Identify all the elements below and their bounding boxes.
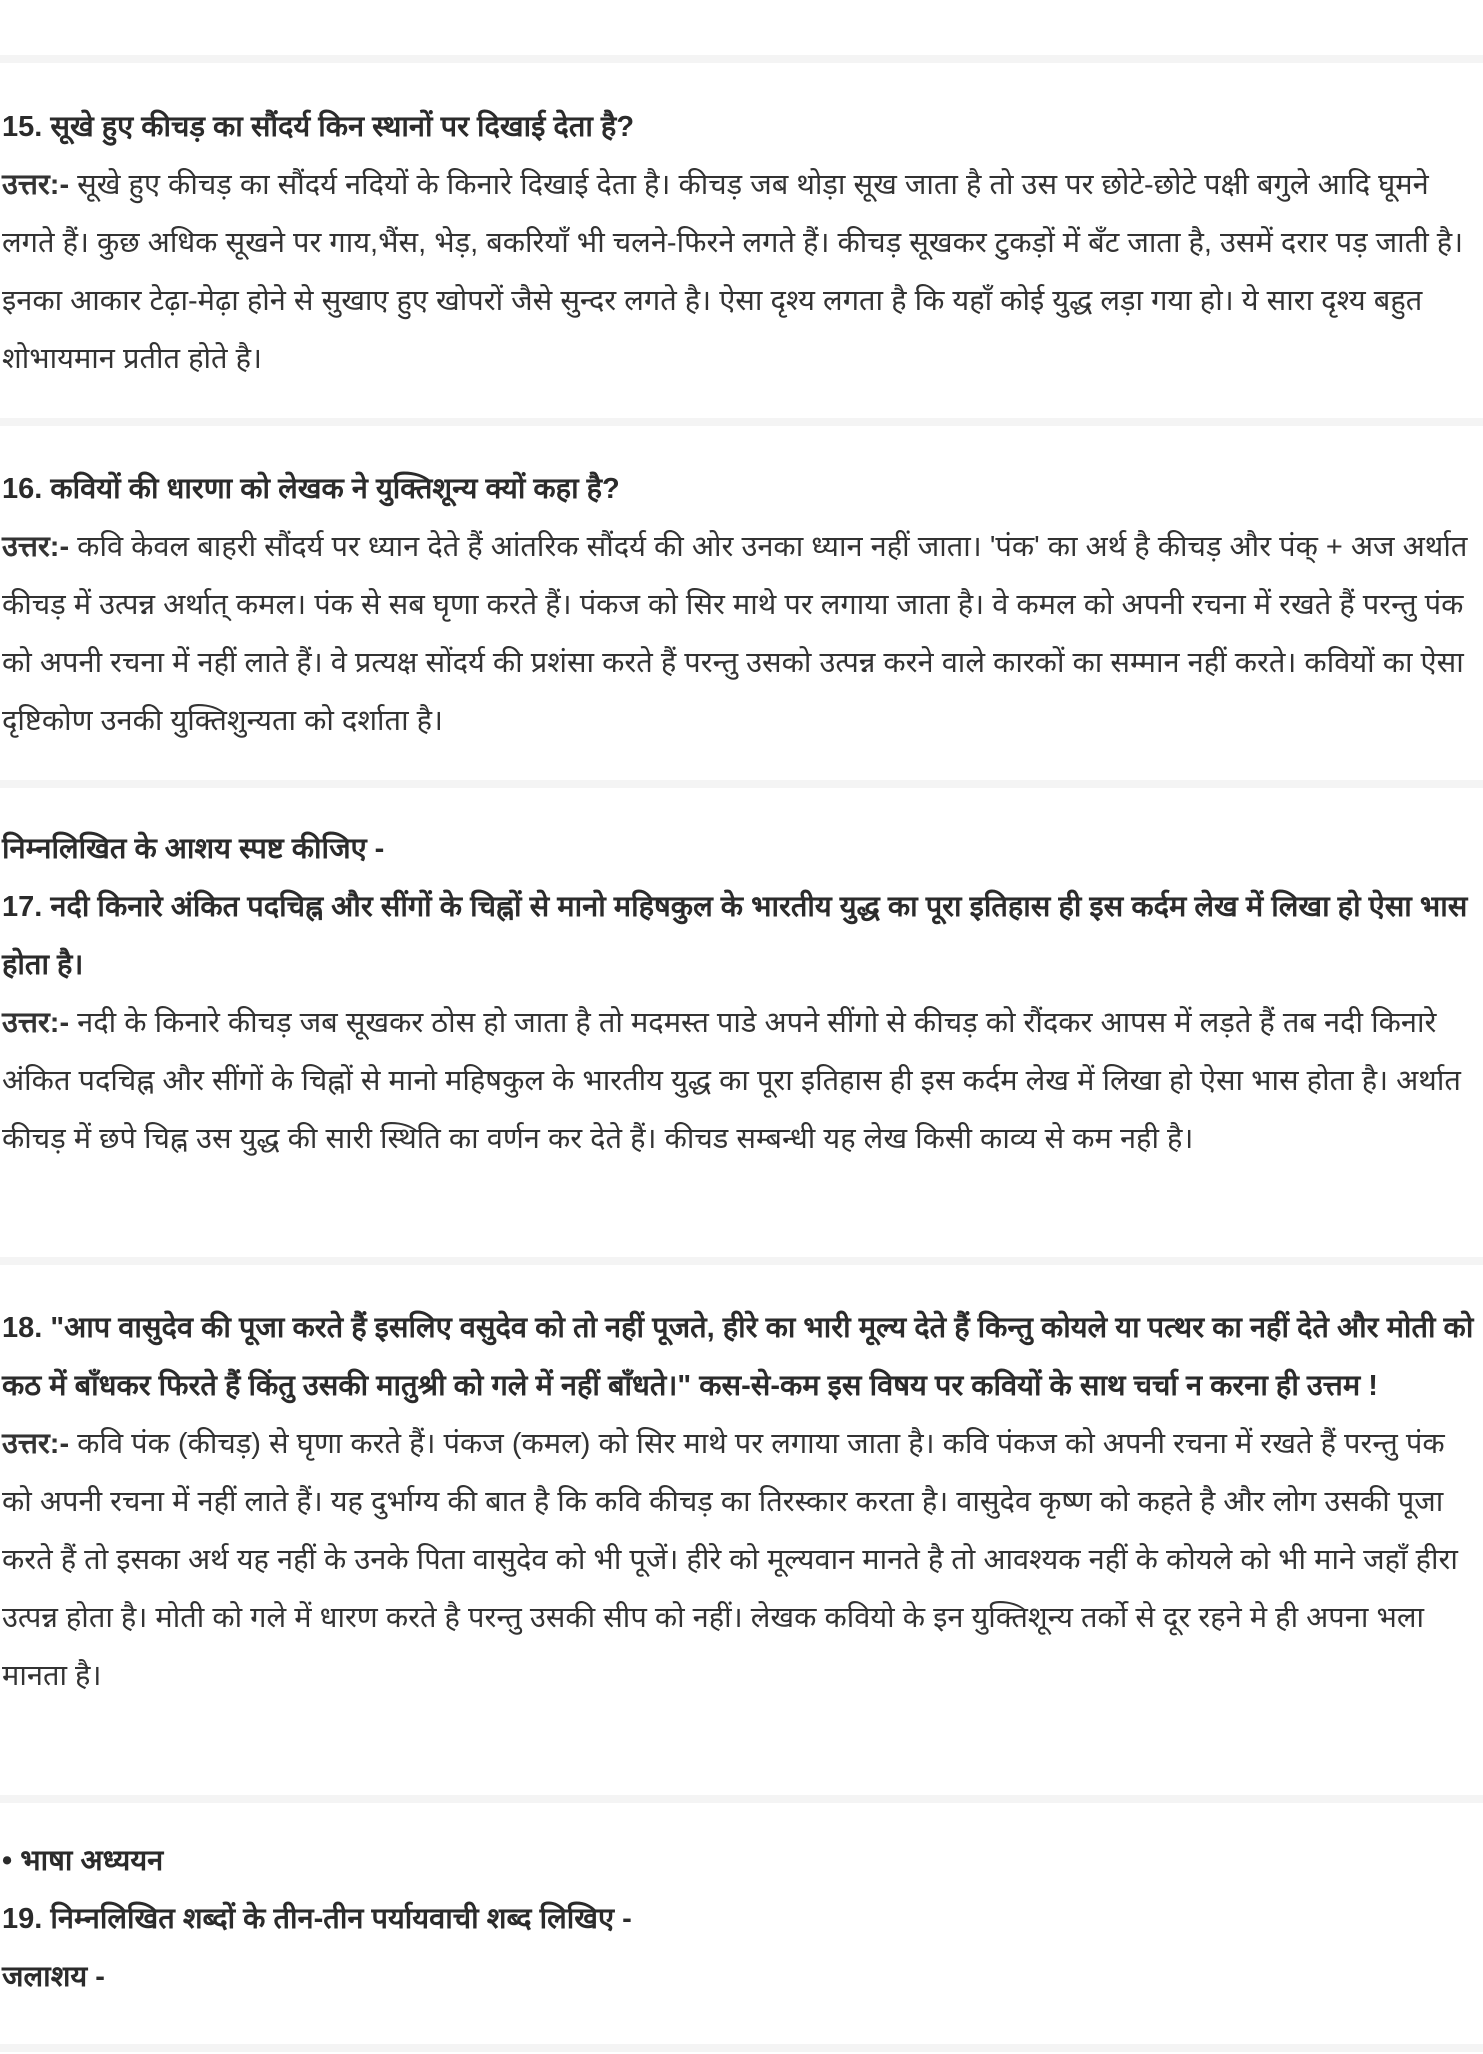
question-text: 19. निम्नलिखित शब्दों के तीन-तीन पर्यायवाची शब्द लिखिए -: [2, 1903, 632, 1935]
answer: [2, 994, 1480, 1168]
answer-label: उत्तर:-: [2, 1007, 70, 1039]
answer-text: सूखे हुए कीचड़ का सौंदर्य नदियों के किनारे दिखाई देता है। कीचड़ जब थोड़ा सूख जाता है तो उस पर छोटे-छोटे पक्षी बगुले आदि घूमने लगते हैं। कुछ अधिक सूखने पर गाय,भैंस, भेड़, बकरियाँ भी चलने-फिरने लगते हैं। कीचड़ सूखकर टुकड़ों में बँट जाता है, उसमें दरार पड़ जाती है। इनका आकार टेढ़ा-मेढ़ा होने से सुखाए हुए खोपरों जैसे सुन्दर लगते है। ऐसा दृश्य लगता है कि यहाँ कोई युद्ध लड़ा गया हो। ये सारा दृश्य बहुत शोभायमान प्रतीत होते है।: [2, 169, 1464, 375]
section-intro: निम्नलिखित के आशय स्पष्ट कीजिए -: [2, 833, 385, 865]
question-text: 15. सूखे हुए कीचड़ का सौंदर्य किन स्थानों पर दिखाई देता है?: [2, 111, 635, 143]
answer: [2, 156, 1480, 388]
question-text: 18. "आप वासुदेव की पूजा करते हैं इसलिए वसुदेव को तो नहीं पूजते, हीरे का भारी मूल्य देते हैं किन्तु कोयले या पत्थर का नहीं देते और मोती को कठ में बाँधकर फिरते हैं किंतु उसकी मातुश्री को गले में नहीं बाँधते।" कस-से-कम इस विषय पर कवियों के साथ चर्चा न करना ही उत्तम !: [2, 1312, 1474, 1402]
answer-text: कवि पंक (कीचड़) से घृणा करते हैं। पंकज (कमल) को सिर माथे पर लगाया जाता है। कवि पंकज को अपनी रचना में रखते हैं परन्तु पंक को अपनी रचना में नहीं लाते हैं। यह दुर्भाग्य की बात है कि कवि कीचड़ का तिरस्कार करता है। वासुदेव कृष्ण को कहते है और लोग उसकी पूजा करते हैं तो इसका अर्थ यह नहीं के उनके पिता वासुदेव को भी पूजें। हीरे को मूल्यवान मानते है तो आवश्यक नहीं के कोयले को भी माने जहाँ हीरा उत्पन्न होता है। मोती को गले में धारण करते है परन्तु उसकी सीप को नहीं। लेखक कवियो के इन युक्तिशून्य तर्को से दूर रहने मे ही अपना भला मानता है।: [2, 1428, 1458, 1692]
divider: [0, 1795, 1483, 1803]
section-heading: • भाषा अध्ययन: [2, 1845, 164, 1877]
question-19: [2, 1832, 1480, 2006]
word-item: जलाशय -: [2, 1961, 105, 1993]
answer-label: उत्तर:-: [2, 169, 70, 201]
divider: [0, 2044, 1483, 2052]
divider: [0, 418, 1483, 426]
answer: [2, 1415, 1480, 1705]
question-16: [2, 460, 1480, 750]
divider: [0, 780, 1483, 788]
answer-label: उत्तर:-: [2, 531, 70, 563]
answer-text: कवि केवल बाहरी सौंदर्य पर ध्यान देते हैं आंतरिक सौंदर्य की ओर उनका ध्यान नहीं जाता। 'पंक' का अर्थ है कीचड़ और पंक् + अज अर्थात कीचड़ में उत्पन्न अर्थात् कमल। पंक से सब घृणा करते हैं। पंकज को सिर माथे पर लगाया जाता है। वे कमल को अपनी रचना में रखते हैं परन्तु पंक को अपनी रचना में नहीं लाते हैं। वे प्रत्यक्ष सोंदर्य की प्रशंसा करते हैं परन्तु उसको उत्पन्न करने वाले कारकों का सम्मान नहीं करते। कवियों का ऐसा दृष्टिकोण उनकी युक्तिशुन्यता को दर्शाता है।: [2, 531, 1468, 737]
question-17: [2, 820, 1480, 1168]
divider: [0, 55, 1483, 63]
answer-text: नदी के किनारे कीचड़ जब सूखकर ठोस हो जाता है तो मदमस्त पाडे अपने सींगो से कीचड़ को रौंदकर आपस में लड़ते हैं तब नदी किनारे अंकित पदचिह्न और सींगों के चिह्नों से मानो महिषकुल के भारतीय युद्ध का पूरा इतिहास ही इस कर्दम लेख में लिखा हो ऐसा भास होता है। अर्थात कीचड़ में छपे चिह्न उस युद्ध की सारी स्थिति का वर्णन कर देते हैं। कीचड सम्बन्धी यह लेख किसी काव्य से कम नही है।: [2, 1007, 1461, 1155]
question-text: 16. कवियों की धारणा को लेखक ने युक्तिशून्य क्यों कहा है?: [2, 473, 620, 505]
divider: [0, 1257, 1483, 1265]
answer: [2, 518, 1480, 750]
question-15: [2, 98, 1480, 388]
answer-label: उत्तर:-: [2, 1428, 70, 1460]
question-text: 17. नदी किनारे अंकित पदचिह्न और सींगों के चिह्नों से मानो महिषकुल के भारतीय युद्ध का पूरा इतिहास ही इस कर्दम लेख में लिखा हो ऐसा भास होता है।: [2, 891, 1468, 981]
question-18: [2, 1299, 1480, 1705]
